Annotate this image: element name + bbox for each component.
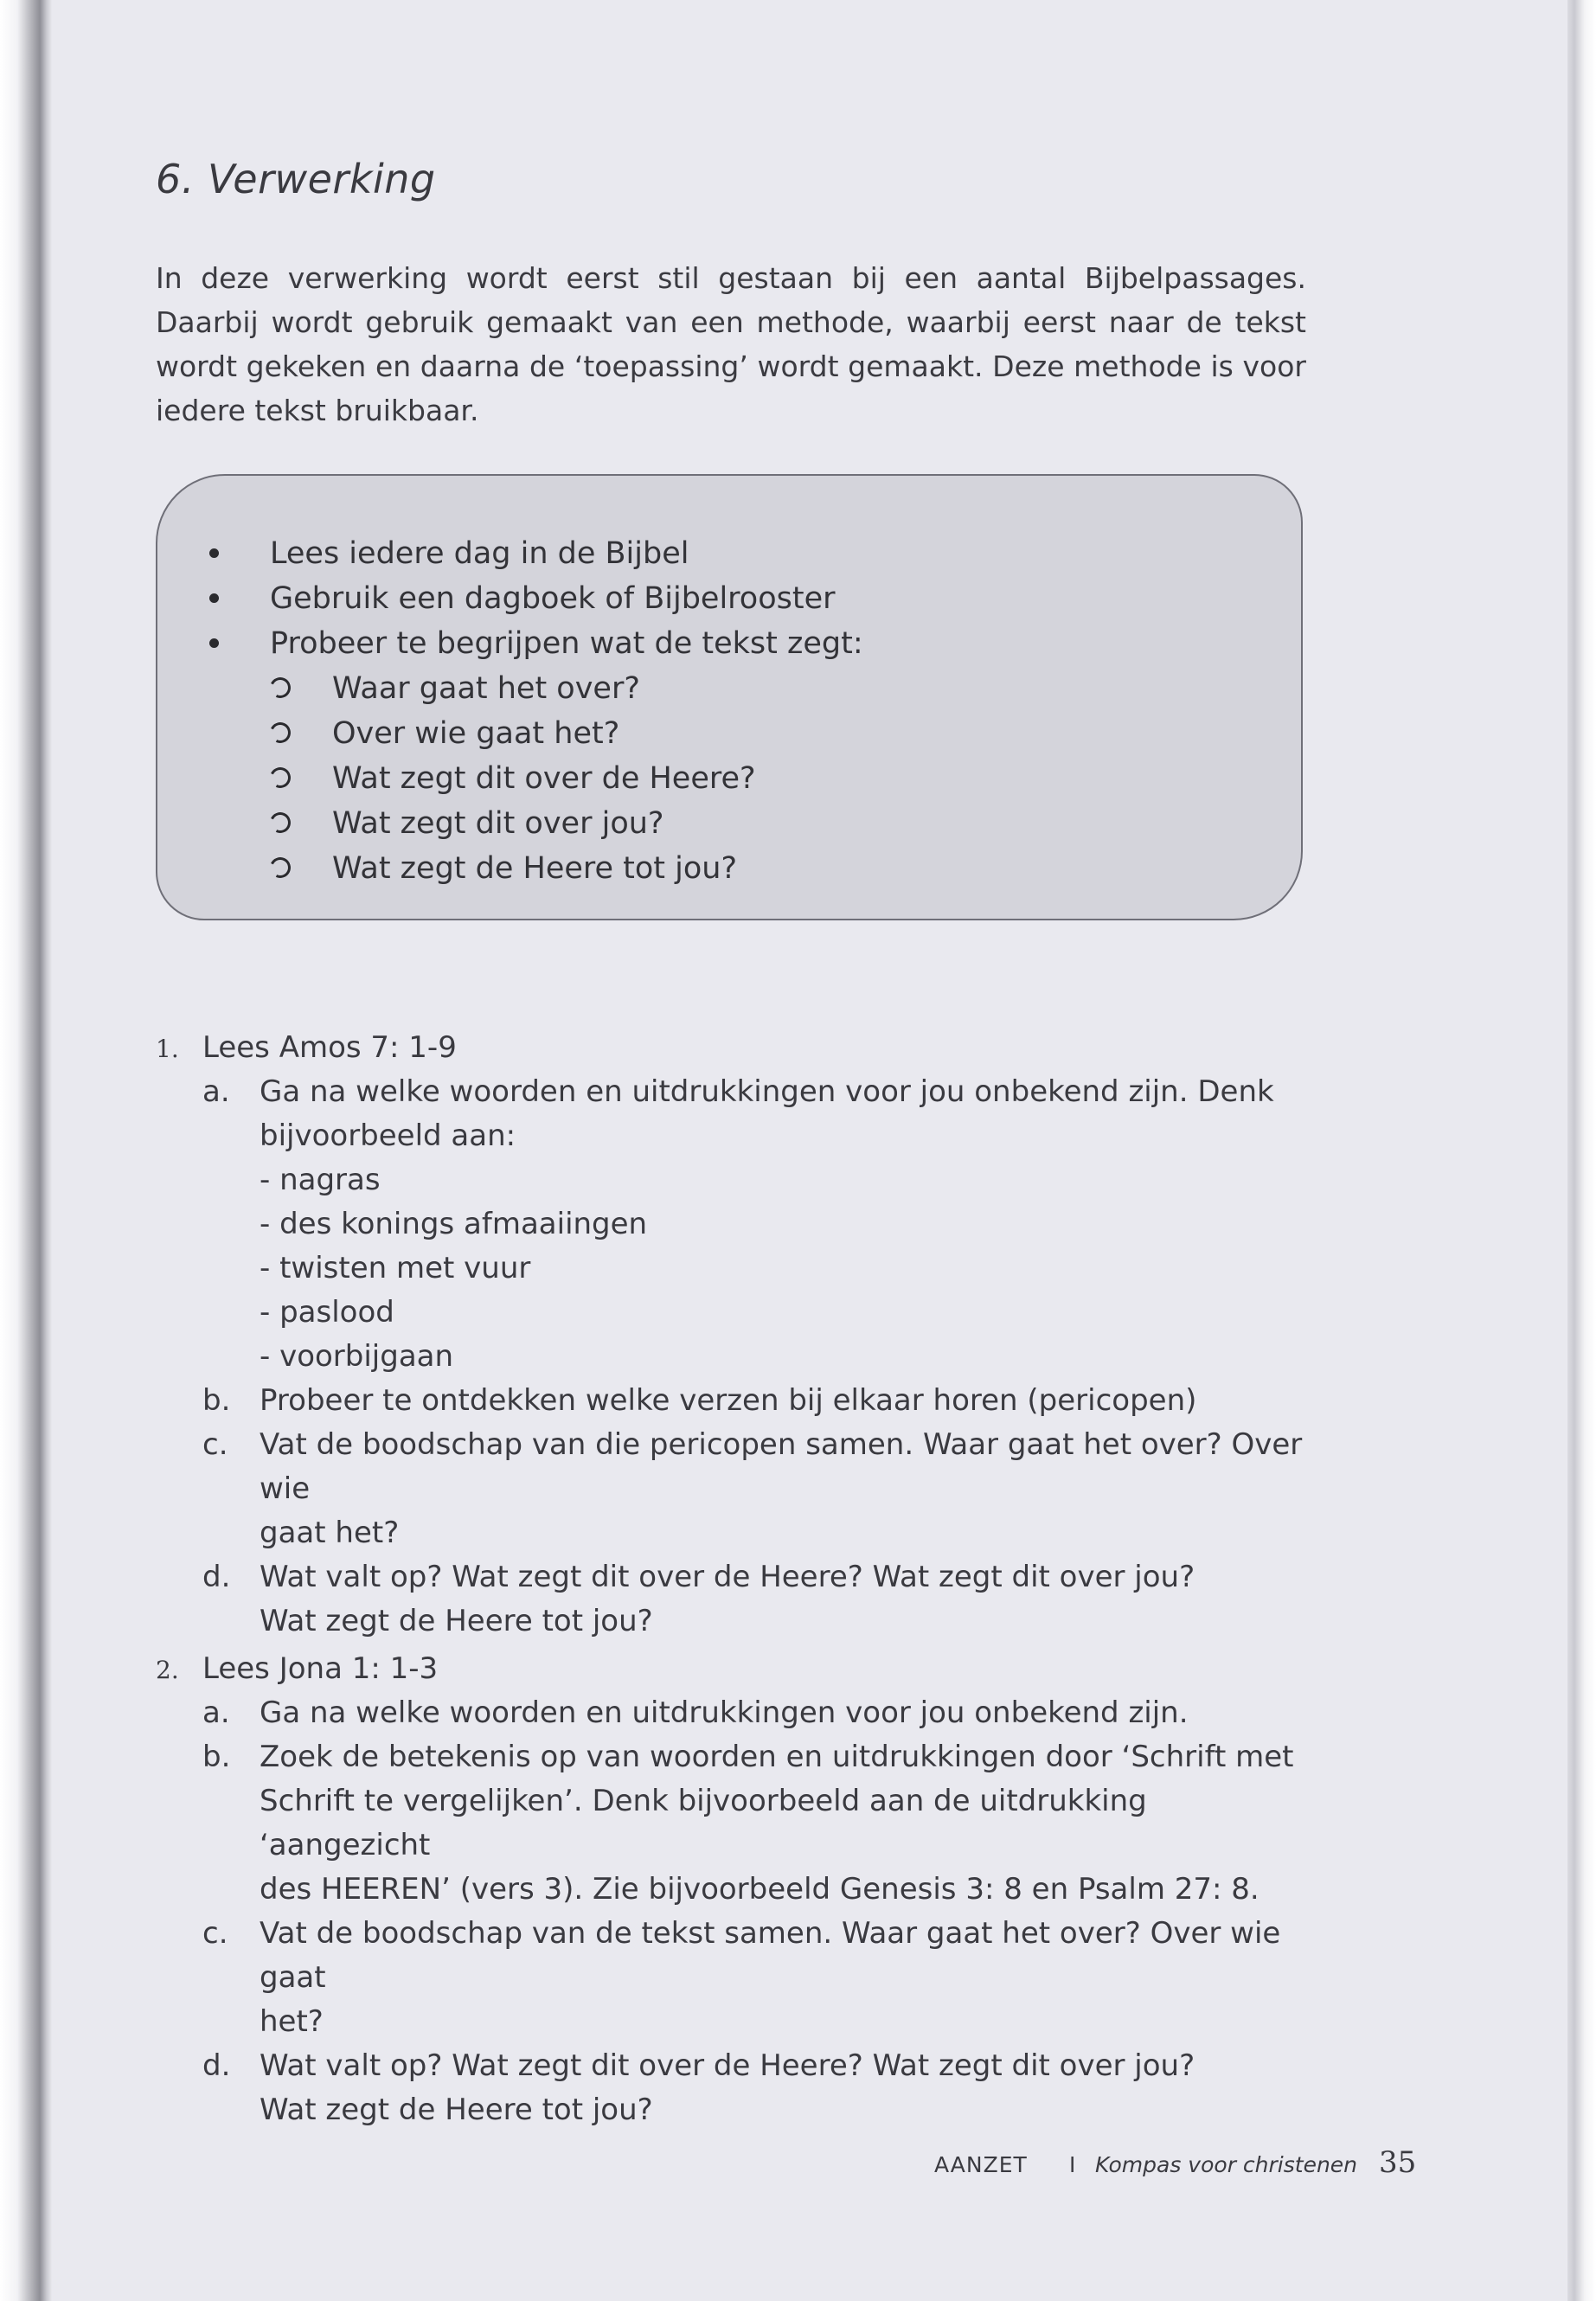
item-line: bijvoorbeeld aan: [260, 1118, 516, 1153]
item-line: Wat zegt de Heere tot jou? [260, 2093, 653, 2127]
exercise-heading-text: Lees Amos 7: 1-9 [202, 1030, 457, 1065]
question-item [270, 846, 756, 891]
exercise-item [156, 1912, 1315, 2044]
page-number: 35 [1379, 2145, 1417, 2180]
term-item: - voorbijgaan [260, 1339, 454, 1374]
exercise-1 [156, 1026, 1315, 1644]
term-item: - paslood [260, 1295, 394, 1330]
exercise-item [156, 1379, 1315, 1423]
page-footer [934, 2145, 1419, 2183]
question-item [270, 756, 756, 801]
item-line: Probeer te ontdekken welke verzen bij elkaar horen (pericopen) [260, 1383, 1197, 1418]
tip-text: Lees iedere dag in de Bijbel [270, 536, 689, 571]
question-item [270, 711, 756, 756]
item-letter: b. [202, 1740, 231, 1774]
exercise-2 [156, 1647, 1315, 2132]
item-line: Wat valt op? Wat zegt dit over de Heere? Wat zegt dit over jou? [260, 1560, 1195, 1594]
open-circle-icon [267, 675, 294, 702]
exercise-item [156, 2044, 1315, 2132]
item-line: Wat zegt de Heere tot jou? [260, 1604, 653, 1638]
question-text: Over wie gaat het? [332, 716, 620, 751]
exercise-item [156, 1735, 1315, 1912]
item-letter: c. [202, 1916, 228, 1951]
item-line: Zoek de betekenis op van woorden en uitdrukkingen door ‘Schrift met [260, 1740, 1294, 1774]
exercise-heading [156, 1026, 1315, 1070]
question-text: Wat zegt dit over jou? [332, 806, 664, 841]
item-line: Wat valt op? Wat zegt dit over de Heere? Wat zegt dit over jou? [260, 2048, 1195, 2083]
term-item: - des konings afmaaiingen [260, 1207, 648, 1241]
page-edge [1567, 0, 1596, 2301]
question-item [270, 801, 756, 846]
exercise-heading [156, 1647, 1315, 1691]
exercise-item [156, 1691, 1315, 1735]
exercise-number: 2. [156, 1656, 179, 1684]
exercise-number: 1. [156, 1035, 179, 1063]
tips-list [209, 531, 863, 666]
item-line: het? [260, 2004, 324, 2039]
footer-book-title: Kompas voor christenen [1095, 2152, 1358, 2177]
item-line: gaat het? [260, 1516, 400, 1550]
exercise-item [156, 1423, 1315, 1555]
open-circle-icon [267, 855, 294, 881]
item-line: Vat de boodschap van de tekst samen. Waar gaat het over? Over wie gaat [260, 1916, 1281, 1995]
item-line: Ga na welke woorden en uitdrukkingen voor jou onbekend zijn. Denk [260, 1074, 1274, 1109]
tip-text: Gebruik een dagboek of Bijbelrooster [270, 581, 836, 616]
footer-separator: I [1069, 2152, 1076, 2177]
tip-item [209, 576, 863, 621]
exercise-heading-text: Lees Jona 1: 1-3 [202, 1651, 439, 1686]
tip-item [209, 621, 863, 666]
item-letter: d. [202, 1560, 231, 1594]
question-list [270, 666, 756, 891]
item-line: Schrift te vergelijken’. Denk bijvoorbeeld aan de uitdrukking ‘aangezicht [260, 1784, 1147, 1862]
book-binding-shadow [0, 0, 52, 2301]
reading-tips-callout [156, 474, 1303, 920]
term-item: - twisten met vuur [260, 1251, 531, 1285]
item-line: Ga na welke woorden en uitdrukkingen voor jou onbekend zijn. [260, 1695, 1189, 1730]
question-item [270, 666, 756, 711]
exercise-item [156, 1555, 1315, 1644]
tip-text: Probeer te begrijpen wat de tekst zegt: [270, 626, 863, 661]
bullet-icon [209, 548, 219, 558]
open-circle-icon [267, 720, 294, 747]
intro-paragraph: In deze verwerking wordt eerst stil gestaan bij een aantal Bijbelpassages. Daarbij wordt gebruik gemaakt van een methode, waarbij eerst naar de tekst wordt gekeken en daarna de ‘toepassing’ wordt gemaakt. Deze methode is voor iedere tekst bruikbaar. [156, 261, 1306, 427]
bullet-icon [209, 593, 219, 603]
item-letter: a. [202, 1695, 230, 1730]
item-letter: a. [202, 1074, 230, 1109]
section-title: 6. Verwerking [156, 156, 436, 202]
question-text: Wat zegt dit over de Heere? [332, 761, 756, 796]
item-letter: b. [202, 1383, 231, 1418]
open-circle-icon [267, 810, 294, 836]
question-text: Waar gaat het over? [332, 671, 640, 706]
term-item: - nagras [260, 1163, 381, 1197]
item-line: des HEEREN’ (vers 3). Zie bijvoorbeeld Genesis 3: 8 en Psalm 27: 8. [260, 1872, 1259, 1907]
footer-brand: AANZET [934, 2152, 1028, 2177]
item-letter: d. [202, 2048, 231, 2083]
open-circle-icon [267, 765, 294, 792]
item-line: Vat de boodschap van die pericopen samen. Waar gaat het over? Over wie [260, 1427, 1303, 1506]
question-text: Wat zegt de Heere tot jou? [332, 851, 738, 886]
exercise-item [156, 1070, 1315, 1158]
item-letter: c. [202, 1427, 228, 1462]
tip-item [209, 531, 863, 576]
bullet-icon [209, 638, 219, 648]
